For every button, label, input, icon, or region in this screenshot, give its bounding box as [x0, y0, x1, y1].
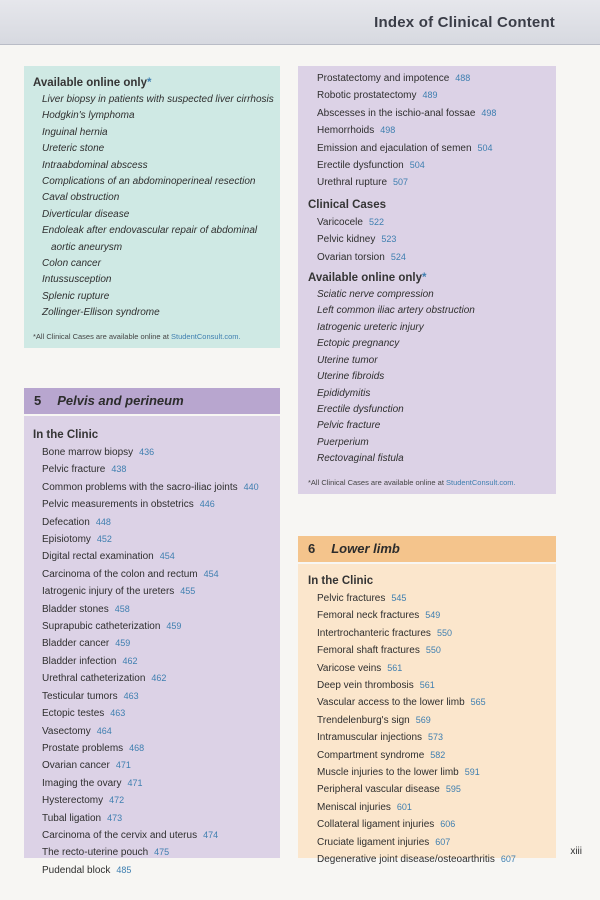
clinic-entry-label: Prostate problems [42, 742, 124, 754]
clinic-continued-entry-page[interactable]: 507 [393, 177, 409, 188]
lower-limb-clinic-entry [308, 694, 546, 711]
clinic-entry-page[interactable]: 464 [96, 725, 112, 736]
online-only-entry: Liver biopsy in patients with suspected liver cirrhosis [42, 94, 274, 105]
clinic-entry-page[interactable]: 475 [154, 847, 170, 858]
clinic-entry [33, 827, 271, 844]
clinic-entry-label: Pelvic measurements in obstetrics [42, 499, 194, 511]
online-note-text: *All Clinical Cases are available online at [33, 331, 171, 341]
clinic-entry-page[interactable]: 454 [203, 568, 219, 579]
lower-limb-clinic-entry-page[interactable]: 582 [430, 749, 446, 760]
clinic-entry-label: Iatrogenic injury of the ureters [42, 586, 175, 598]
clinic-continued-entry-label: Prostatectomy and impotence [317, 73, 450, 84]
online-only-right-entry: Uterine tumor [317, 354, 378, 366]
clinic-entry-page[interactable]: 440 [243, 481, 259, 492]
clinic-continued-entry-label: Robotic prostatectomy [317, 90, 417, 102]
clinic-entry-page[interactable]: 459 [166, 621, 182, 632]
clinic-entry-label: Testicular tumors [42, 690, 118, 702]
online-only-entry: aortic aneurysm [51, 241, 123, 253]
clinic-entry-label: Bladder stones [42, 603, 109, 615]
clinic-entry-label: Suprapubic catheterization [42, 621, 161, 633]
online-only-right-entry: Erectile dysfunction [317, 403, 404, 415]
clinic-entry-label: Bladder cancer [42, 638, 110, 650]
clinic-entry-label: Pudendal block [42, 864, 111, 876]
chapter-title: Pelvis and perineum [57, 393, 184, 408]
lower-limb-clinic-entry-label: Meniscal injuries [317, 801, 391, 813]
online-only-entry: Splenic rupture [42, 290, 110, 302]
clinic-entry [33, 810, 271, 827]
clinic-entry [33, 583, 271, 600]
online-only-entry: Diverticular disease [42, 208, 130, 220]
online-only-entry: Colon cancer [42, 258, 101, 270]
lower-limb-clinic-entry [308, 851, 546, 868]
online-only-right-entry: Puerperium [317, 436, 369, 448]
online-only-right-entry: Left common iliac artery obstruction [317, 305, 475, 317]
lower-limb-clinic-entry-page[interactable]: 569 [415, 714, 431, 725]
clinic-continued-entry-page[interactable]: 504 [409, 160, 425, 171]
clinic-entry [33, 548, 271, 565]
clinic-entry-label: Pelvic fracture [42, 464, 106, 476]
lower-limb-clinic-entry [308, 799, 546, 816]
lower-limb-clinic-entry [308, 764, 546, 781]
clinic-entry [33, 635, 271, 652]
chapter-6-clinic-list [308, 590, 546, 869]
page-header [0, 0, 600, 45]
clinical-case-entry-label: Ovarian torsion [317, 251, 385, 263]
clinic-entry [33, 792, 271, 809]
online-note-right [308, 478, 546, 487]
lower-limb-clinic-entry-page[interactable]: 565 [470, 697, 486, 708]
clinic-entry-page[interactable]: 473 [107, 812, 123, 823]
clinic-entry [33, 618, 271, 635]
clinic-entry-page[interactable]: 455 [180, 586, 196, 597]
clinic-entry [33, 601, 271, 618]
lower-limb-clinic-entry-label: Deep vein thrombosis [317, 680, 414, 692]
chapter-6-header [298, 536, 556, 562]
studentconsult-link-right[interactable]: StudentConsult.com. [446, 477, 516, 487]
clinic-continued-entry-label: Abscesses in the ischio-anal fossae [317, 107, 476, 119]
clinic-continued-entry [308, 87, 546, 104]
chapter-5-continued-box [298, 66, 556, 494]
lower-limb-clinic-entry [308, 729, 546, 746]
lower-limb-clinic-entry-label: Peripheral vascular disease [317, 784, 440, 796]
clinical-case-entry [308, 214, 546, 231]
clinic-continued-entry-page[interactable]: 504 [477, 142, 493, 153]
lower-limb-clinic-entry-label: Femoral neck fractures [317, 610, 420, 622]
in-the-clinic-title-6: In the Clinic [308, 575, 374, 587]
lower-limb-clinic-entry-page[interactable]: 573 [428, 732, 444, 743]
online-only-entry: Intussusception [42, 274, 112, 286]
in-the-clinic-title: In the Clinic [33, 429, 99, 441]
clinic-entry-label: Imaging the ovary [42, 777, 122, 789]
clinic-entry-label: Common problems with the sacro-iliac joints [42, 481, 238, 493]
online-only-right-entry: Epididymitis [317, 387, 371, 399]
online-only-list [33, 92, 274, 322]
lower-limb-clinic-entry-page[interactable]: 545 [391, 593, 407, 603]
clinic-entry-page[interactable]: 474 [203, 829, 219, 840]
clinical-case-entry-label: Varicocele [317, 216, 363, 228]
online-note-text-right: *All Clinical Cases are available online at [308, 477, 446, 487]
lower-limb-clinic-entry [308, 834, 546, 851]
lower-limb-clinic-entry-label: Degenerative joint disease/osteoarthritis [317, 854, 495, 866]
online-only-list-right [308, 287, 546, 467]
chapter-6-clinic-box [298, 564, 556, 866]
clinic-entry [33, 444, 271, 461]
lower-limb-clinic-entry-page[interactable]: 595 [445, 784, 461, 795]
clinic-continued-entry [308, 105, 546, 122]
lower-limb-clinic-entry [308, 660, 546, 677]
lower-limb-clinic-entry [308, 607, 546, 624]
clinic-entry-label: Urethral catheterization [42, 673, 146, 685]
lower-limb-clinic-entry [308, 712, 546, 729]
chapter-number: 5 [34, 393, 42, 408]
clinic-entry [33, 705, 271, 722]
clinical-cases-title: Clinical Cases [308, 198, 386, 211]
online-only-entry: Inguinal hernia [42, 126, 108, 138]
clinic-entry-label: Hysterectomy [42, 795, 104, 807]
online-only-title: Available online only * [33, 74, 271, 92]
clinical-case-entry [308, 231, 546, 248]
clinical-case-entry-label: Pelvic kidney [317, 234, 376, 246]
clinic-continued-entry-page[interactable]: 489 [422, 90, 438, 101]
lower-limb-clinic-entry-label: Intertrochanteric fractures [317, 627, 431, 639]
chapter-title-6: Lower limb [331, 541, 400, 556]
clinic-entry-label: Bladder infection [42, 655, 117, 667]
clinic-entry [33, 723, 271, 740]
clinic-entry-label: Ovarian cancer [42, 760, 110, 772]
clinic-continued-entry-label: Urethral rupture [317, 177, 388, 189]
lower-limb-clinic-entry-page[interactable]: 607 [500, 854, 516, 865]
lower-limb-clinic-entry [308, 677, 546, 694]
clinic-entry-page[interactable]: 462 [122, 655, 138, 666]
lower-limb-clinic-entry [308, 781, 546, 798]
clinic-entry [33, 653, 271, 670]
clinic-entry-page[interactable]: 468 [129, 742, 145, 753]
clinic-entry-page[interactable]: 472 [109, 795, 125, 806]
clinic-entry [33, 740, 271, 757]
clinic-entry-label: Defecation [42, 516, 90, 528]
clinic-entry-label: Vasectomy [42, 725, 91, 737]
clinic-entry-page[interactable]: 458 [114, 603, 130, 614]
clinic-entry-page[interactable]: 436 [139, 447, 155, 457]
clinic-continued-entry [308, 70, 546, 87]
online-only-title-right: Available online only * [308, 269, 546, 287]
lower-limb-clinic-entry-label: Muscle injuries to the lower limb [317, 767, 459, 779]
clinic-entry [33, 670, 271, 687]
lower-limb-clinic-entry-label: Femoral shaft fractures [317, 645, 420, 657]
lower-limb-clinic-entry [308, 747, 546, 764]
lower-limb-clinic-entry [308, 625, 546, 642]
online-only-entry: Zollinger-Ellison syndrome [42, 307, 160, 319]
online-only-right-entry: Sciatic nerve compression [317, 289, 434, 301]
clinic-continued-entry [308, 140, 546, 157]
clinic-entry-label: Carcinoma of the colon and rectum [42, 568, 198, 580]
lower-limb-clinic-entry-page[interactable]: 601 [396, 801, 412, 812]
clinic-entry [33, 531, 271, 548]
clinic-entry [33, 461, 271, 478]
chapter-5-clinic-list [33, 444, 271, 879]
chapter-number-6: 6 [308, 541, 316, 556]
clinic-continued-entry-label: Erectile dysfunction [317, 160, 404, 172]
clinic-entry-page[interactable]: 452 [96, 534, 112, 545]
chapter-5-continued-list [308, 70, 546, 192]
clinic-continued-entry-label: Emission and ejaculation of semen [317, 142, 472, 154]
clinic-continued-entry-page[interactable]: 488 [455, 73, 471, 83]
lower-limb-clinic-entry-page[interactable]: 561 [387, 662, 403, 673]
chapter-5-header [24, 388, 280, 414]
lower-limb-clinic-entry-page[interactable]: 606 [440, 819, 456, 830]
clinic-entry-page[interactable]: 454 [159, 551, 175, 562]
lower-limb-clinic-entry-label: Compartment syndrome [317, 749, 425, 761]
clinic-entry-label: Carcinoma of the cervix and uterus [42, 829, 198, 841]
lower-limb-clinic-entry-page[interactable]: 591 [464, 767, 480, 778]
lower-limb-clinic-entry-label: Collateral ligament injuries [317, 819, 435, 831]
clinical-case-entry-page[interactable]: 524 [390, 251, 406, 262]
clinic-entry [33, 688, 271, 705]
clinical-case-entry [308, 249, 546, 266]
lower-limb-clinic-entry-label: Vascular access to the lower limb [317, 697, 465, 709]
online-only-entry: Caval obstruction [42, 192, 120, 204]
clinic-continued-entry-page[interactable]: 498 [380, 125, 396, 136]
online-only-box-chapter4 [24, 66, 280, 348]
lower-limb-clinic-entry-page[interactable]: 549 [425, 610, 441, 621]
clinic-entry [33, 479, 271, 496]
clinic-entry-page[interactable]: 459 [115, 638, 131, 649]
clinical-case-entry-page[interactable]: 522 [368, 216, 384, 227]
clinic-entry-label: Digital rectal examination [42, 551, 154, 563]
lower-limb-clinic-entry [308, 642, 546, 659]
page-title: Index of Clinical Content [374, 14, 555, 31]
lower-limb-clinic-entry-page[interactable]: 550 [436, 627, 452, 638]
clinic-entry [33, 496, 271, 513]
clinic-entry-page[interactable]: 463 [110, 708, 126, 719]
clinic-entry-page[interactable]: 471 [127, 777, 143, 788]
studentconsult-link[interactable]: StudentConsult.com. [171, 331, 241, 341]
chapter-5-clinic-box [24, 416, 280, 876]
clinic-entry [33, 862, 271, 879]
clinic-entry [33, 775, 271, 792]
clinic-entry-page[interactable]: 463 [123, 690, 139, 701]
clinic-entry-page[interactable]: 485 [116, 864, 132, 875]
lower-limb-clinic-entry [308, 590, 546, 607]
online-only-entry: Hodgkin's lymphoma [42, 110, 135, 122]
online-only-entry: Intraabdominal abscess [42, 159, 148, 171]
online-only-entry: Endoleak after endovascular repair of abdominal [42, 225, 258, 237]
clinical-case-entry-page[interactable]: 523 [381, 234, 397, 245]
clinic-entry-label: Ectopic testes [42, 708, 105, 720]
clinic-entry-label: Tubal ligation [42, 812, 102, 824]
clinic-continued-entry [308, 174, 546, 191]
lower-limb-clinic-entry-label: Pelvic fractures [317, 593, 386, 604]
clinic-entry-label: Bone marrow biopsy [42, 447, 134, 458]
lower-limb-clinic-entry-page[interactable]: 561 [419, 680, 435, 691]
clinic-continued-entry [308, 157, 546, 174]
clinic-entry [33, 514, 271, 531]
lower-limb-clinic-entry-page[interactable]: 550 [425, 645, 441, 656]
clinic-continued-entry-page[interactable]: 498 [481, 107, 497, 118]
lower-limb-clinic-entry-label: Cruciate ligament injuries [317, 836, 430, 848]
clinic-continued-entry-label: Hemorrhoids [317, 125, 375, 137]
lower-limb-clinic-entry-label: Trendelenburg's sign [317, 714, 410, 726]
online-only-entry: Complications of an abdominoperineal resection [42, 176, 256, 188]
online-only-right-entry: Iatrogenic ureteric injury [317, 321, 424, 333]
clinic-entry-page[interactable]: 462 [151, 673, 167, 684]
clinic-entry [33, 844, 271, 861]
lower-limb-clinic-entry-label: Intramuscular injections [317, 732, 423, 744]
online-only-right-entry: Rectovaginal fistula [317, 453, 404, 465]
online-only-right-entry: Ectopic pregnancy [317, 338, 400, 350]
clinic-entry-page[interactable]: 448 [95, 516, 111, 527]
online-only-right-entry: Uterine fibroids [317, 371, 385, 383]
clinic-entry [33, 566, 271, 583]
clinic-entry [33, 757, 271, 774]
online-only-right-entry: Pelvic fracture [317, 420, 381, 432]
clinic-entry-label: The recto-uterine pouch [42, 847, 149, 859]
online-only-entry: Ureteric stone [42, 143, 105, 155]
clinic-entry-page[interactable]: 438 [111, 464, 127, 475]
lower-limb-clinic-entry-page[interactable]: 607 [435, 836, 451, 847]
online-note [33, 332, 271, 341]
clinic-continued-entry [308, 122, 546, 139]
lower-limb-clinic-entry-label: Varicose veins [317, 662, 382, 674]
lower-limb-clinic-entry [308, 816, 546, 833]
clinic-entry-page[interactable]: 471 [115, 760, 131, 771]
clinic-entry-label: Episiotomy [42, 534, 91, 546]
clinic-entry-page[interactable]: 446 [199, 499, 215, 510]
page-number: xiii [570, 846, 582, 857]
clinical-cases-list [308, 214, 546, 266]
